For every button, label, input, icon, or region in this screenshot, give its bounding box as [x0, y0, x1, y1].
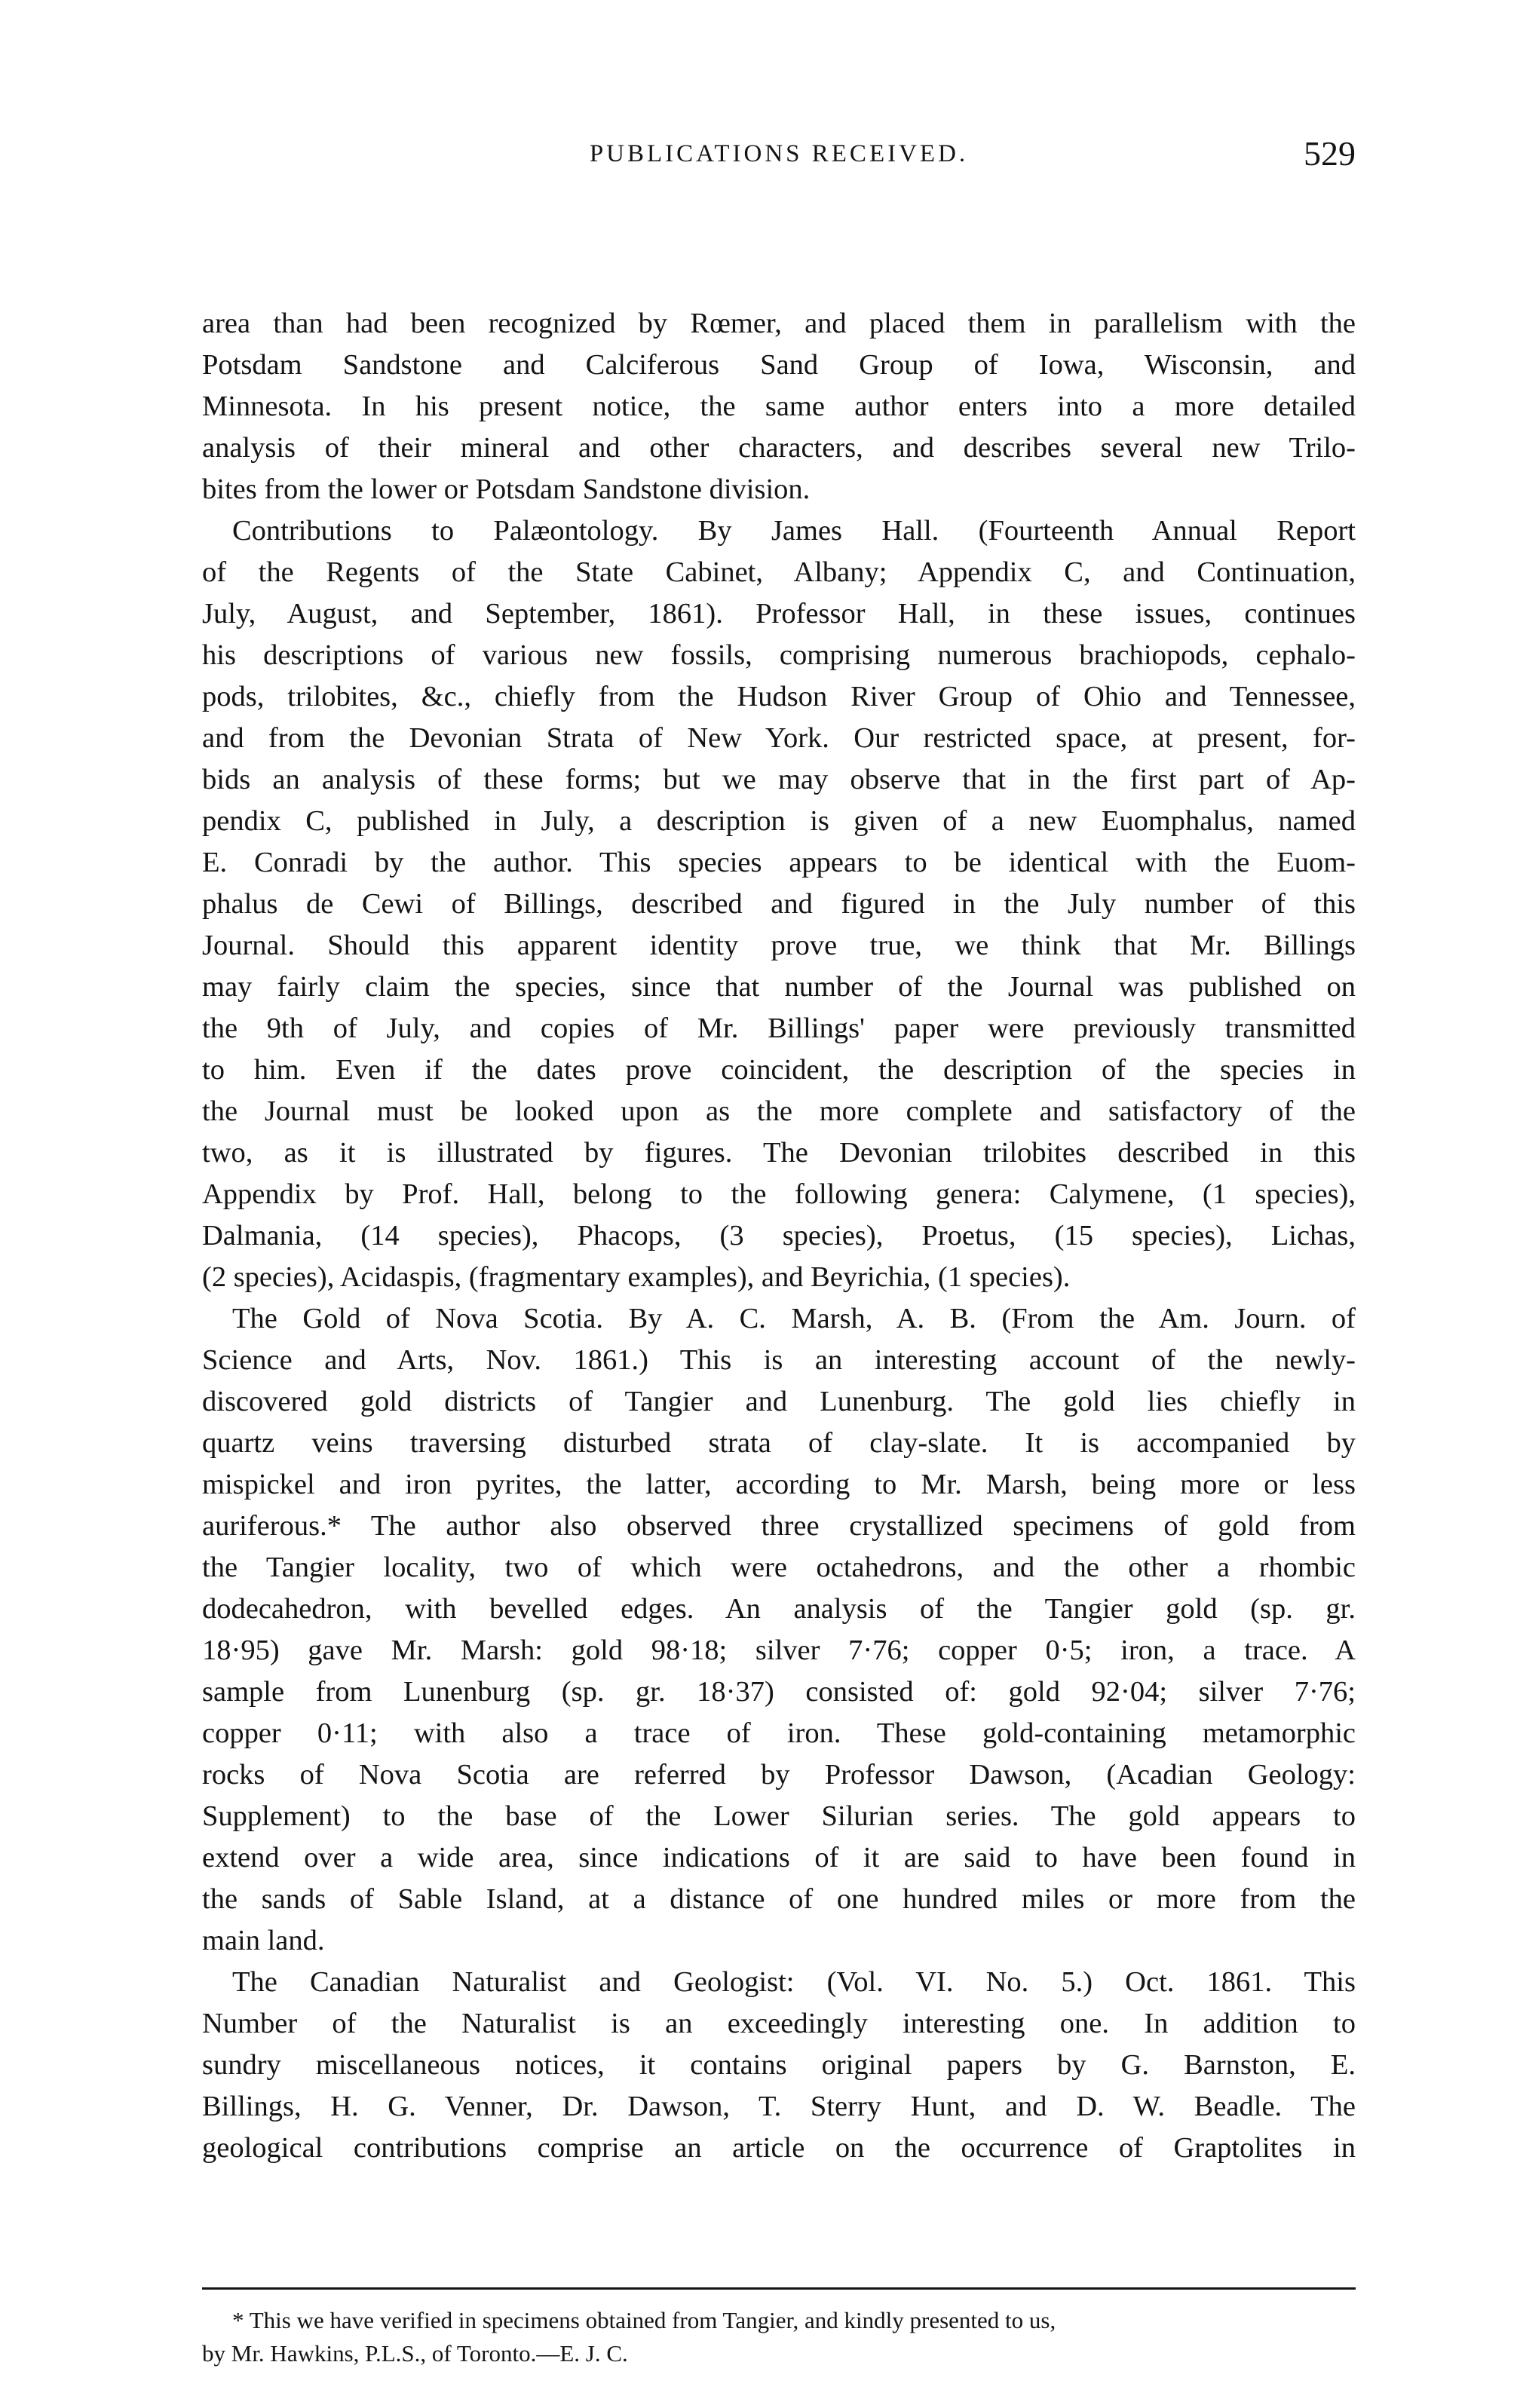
- text-line: the 9th of July, and copies of Mr. Billings' paper were previously transmitted: [202, 1013, 1356, 1044]
- text-line: rocks of Nova Scotia are referred by Professor Dawson, (Acadian Geology:: [202, 1759, 1356, 1791]
- footnote: [202, 2304, 1356, 2370]
- footnote-line: * This we have verified in specimens obtained from Tangier, and kindly presented to us,: [232, 2307, 1056, 2333]
- text-line: of the Regents of the State Cabinet, Albany; Appendix C, and Continuation,: [202, 556, 1356, 588]
- text-line: quartz veins traversing disturbed strata of clay-slate. It is accompanied by: [202, 1427, 1356, 1459]
- text-line: dodecahedron, with bevelled edges. An analysis of the Tangier gold (sp. gr.: [202, 1593, 1356, 1625]
- text-line: Appendix by Prof. Hall, belong to the following genera: Calymene, (1 species),: [202, 1178, 1356, 1210]
- text-line: auriferous.* The author also observed three crystallized specimens of gold from: [202, 1510, 1356, 1542]
- text-line: phalus de Cewi of Billings, described and figured in the July number of this: [202, 888, 1356, 920]
- footnote-rule: [202, 2287, 1356, 2290]
- text-line: his descriptions of various new fossils, comprising numerous brachiopods, cephalo-: [202, 639, 1356, 671]
- text-line: Minnesota. In his present notice, the same author enters into a more detailed: [202, 391, 1356, 422]
- text-line: the Journal must be looked upon as the more complete and satisfactory of the: [202, 1095, 1356, 1127]
- body-text: [202, 303, 1356, 2169]
- text-line: sundry miscellaneous notices, it contains original papers by G. Barnston, E.: [202, 2049, 1356, 2081]
- text-line: may fairly claim the species, since that number of the Journal was published on: [202, 971, 1356, 1003]
- text-line: Contributions to Palæontology. By James Hall. (Fourteenth Annual Report: [232, 515, 1356, 547]
- text-line: July, August, and September, 1861). Professor Hall, in these issues, continues: [202, 598, 1356, 630]
- text-line: (2 species), Acidaspis, (fragmentary examples), and Beyrichia, (1 species).: [202, 1261, 1071, 1293]
- text-line: The Canadian Naturalist and Geologist: (Vol. VI. No. 5.) Oct. 1861. This: [232, 1966, 1356, 1998]
- text-line: pendix C, published in July, a description is given of a new Euomphalus, named: [202, 805, 1356, 837]
- text-line: and from the Devonian Strata of New York. Our restricted space, at present, for-: [202, 722, 1356, 754]
- text-line: pods, trilobites, &c., chiefly from the Hudson River Group of Ohio and Tennessee,: [202, 681, 1356, 712]
- text-line: Number of the Naturalist is an exceedingly interesting one. In addition to: [202, 2008, 1356, 2039]
- text-line: mispickel and iron pyrites, the latter, according to Mr. Marsh, being more or less: [202, 1469, 1356, 1500]
- text-line: analysis of their mineral and other characters, and describes several new Trilo-: [202, 432, 1356, 464]
- text-line: to him. Even if the dates prove coincident, the description of the species in: [202, 1054, 1356, 1086]
- text-line: Science and Arts, Nov. 1861.) This is an interesting account of the newly-: [202, 1344, 1356, 1376]
- text-line: the sands of Sable Island, at a distance of one hundred miles or more from the: [202, 1883, 1356, 1915]
- text-line: main land.: [202, 1925, 325, 1956]
- text-line: Journal. Should this apparent identity prove true, we think that Mr. Billings: [202, 930, 1356, 961]
- text-line: Dalmania, (14 species), Phacops, (3 species), Proetus, (15 species), Lichas,: [202, 1220, 1356, 1251]
- page-number: 529: [1304, 134, 1356, 173]
- text-line: geological contributions comprise an article on the occurrence of Graptolites in: [202, 2132, 1356, 2164]
- footnote-line: by Mr. Hawkins, P.L.S., of Toronto.—E. J. C.: [202, 2340, 628, 2367]
- text-line: 18·95) gave Mr. Marsh: gold 98·18; silver 7·76; copper 0·5; iron, a trace. A: [202, 1634, 1356, 1666]
- text-line: The Gold of Nova Scotia. By A. C. Marsh, A. B. (From the Am. Journ. of: [232, 1303, 1356, 1334]
- running-title: PUBLICATIONS RECEIVED.: [589, 140, 969, 167]
- text-line: discovered gold districts of Tangier and Lunenburg. The gold lies chiefly in: [202, 1386, 1356, 1417]
- text-line: copper 0·11; with also a trace of iron. These gold-containing metamorphic: [202, 1717, 1356, 1749]
- text-line: sample from Lunenburg (sp. gr. 18·37) consisted of: gold 92·04; silver 7·76;: [202, 1676, 1356, 1708]
- text-line: E. Conradi by the author. This species appears to be identical with the Euom-: [202, 847, 1356, 878]
- text-line: Billings, H. G. Venner, Dr. Dawson, T. Sterry Hunt, and D. W. Beadle. The: [202, 2091, 1356, 2122]
- text-line: area than had been recognized by Rœmer, and placed them in parallelism with the: [202, 308, 1356, 339]
- text-line: Supplement) to the base of the Lower Silurian series. The gold appears to: [202, 1800, 1356, 1832]
- text-line: two, as it is illustrated by figures. The Devonian trilobites described in this: [202, 1137, 1356, 1169]
- running-head: [202, 130, 1356, 178]
- text-line: extend over a wide area, since indications of it are said to have been found in: [202, 1842, 1356, 1873]
- text-line: bites from the lower or Potsdam Sandstone division.: [202, 473, 811, 505]
- text-line: bids an analysis of these forms; but we may observe that in the first part of Ap-: [202, 764, 1356, 795]
- text-line: Potsdam Sandstone and Calciferous Sand Group of Iowa, Wisconsin, and: [202, 349, 1356, 381]
- text-line: the Tangier locality, two of which were octahedrons, and the other a rhombic: [202, 1552, 1356, 1583]
